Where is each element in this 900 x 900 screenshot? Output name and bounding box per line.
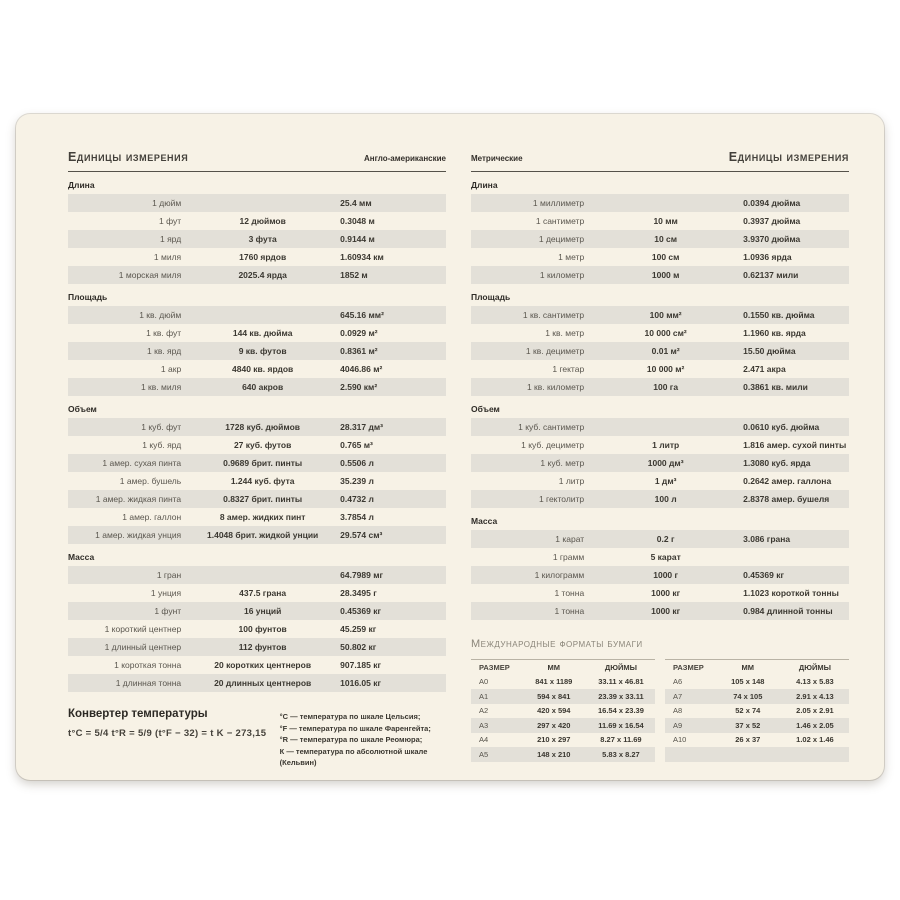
unit-cell: 5 карат bbox=[650, 552, 681, 562]
unit-row bbox=[471, 454, 849, 472]
paper-cell: 148 x 210 bbox=[537, 749, 571, 759]
unit-cell: 10 000 см² bbox=[644, 328, 687, 338]
unit-row bbox=[471, 230, 849, 248]
unit-cell: 2.590 км² bbox=[340, 382, 378, 392]
unit-row bbox=[68, 266, 446, 284]
unit-cell: 1 дециметр bbox=[538, 234, 585, 244]
unit-cell: 0.9144 м bbox=[340, 234, 375, 244]
unit-cell: 2025.4 ярда bbox=[238, 270, 287, 280]
unit-cell: 15.50 дюйма bbox=[743, 346, 796, 356]
unit-row bbox=[471, 266, 849, 284]
paper-cell: A1 bbox=[479, 691, 489, 701]
paper-header-row bbox=[471, 659, 655, 675]
unit-cell: 1 фут bbox=[159, 216, 182, 226]
unit-cell: 0.3937 дюйма bbox=[743, 216, 801, 226]
paper-cell: 841 x 1189 bbox=[535, 677, 573, 687]
paper-row bbox=[665, 718, 849, 733]
section-label: Объем bbox=[68, 404, 97, 414]
unit-cell: 10 000 м² bbox=[646, 364, 685, 374]
unit-cell: 0.01 м² bbox=[651, 346, 680, 356]
unit-row bbox=[471, 360, 849, 378]
unit-cell: 0.4732 л bbox=[340, 494, 374, 504]
paper-cell: 210 x 297 bbox=[537, 735, 571, 745]
unit-row bbox=[68, 342, 446, 360]
unit-cell: 0.3861 кв. мили bbox=[743, 382, 808, 392]
unit-cell: 100 га bbox=[653, 382, 679, 392]
unit-row bbox=[68, 656, 446, 674]
temperature-note: °F — температура по шкале Фаренгейта; bbox=[279, 723, 431, 733]
section-label: Длина bbox=[68, 180, 95, 190]
unit-row bbox=[68, 674, 446, 692]
unit-cell: 28.317 дм³ bbox=[340, 422, 384, 432]
unit-row bbox=[68, 620, 446, 638]
unit-cell: 1000 м bbox=[651, 270, 680, 280]
unit-cell: 1 кв. километр bbox=[526, 382, 585, 392]
unit-cell: 20 коротких центнеров bbox=[214, 660, 312, 670]
paper-cell: 420 x 594 bbox=[537, 706, 571, 716]
unit-cell: 100 см bbox=[651, 252, 680, 262]
paper-cell: 52 x 74 bbox=[735, 706, 761, 716]
paper-cell: 594 x 841 bbox=[537, 691, 571, 701]
unit-row bbox=[68, 436, 446, 454]
unit-table bbox=[471, 530, 849, 620]
unit-cell: 1.0936 ярда bbox=[743, 252, 792, 262]
unit-cell: 0.8361 м² bbox=[340, 346, 378, 356]
temperature-converter bbox=[68, 708, 446, 769]
paper-cell: 23.39 x 33.11 bbox=[598, 691, 644, 701]
unit-row bbox=[68, 378, 446, 396]
unit-row bbox=[471, 212, 849, 230]
unit-cell: 0.62137 мили bbox=[743, 270, 799, 280]
paper-cell: 105 x 148 bbox=[731, 677, 765, 687]
unit-cell: 3.086 грана bbox=[743, 534, 791, 544]
temperature-converter-title: Конвертер температуры bbox=[68, 708, 208, 720]
unit-cell: 1 карат bbox=[555, 534, 585, 544]
unit-table bbox=[68, 418, 446, 544]
unit-cell: 0.0610 куб. дюйма bbox=[743, 422, 820, 432]
unit-cell: 907.185 кг bbox=[340, 660, 382, 670]
unit-cell: 1.816 амер. сухой пинты bbox=[743, 440, 847, 450]
paper-row bbox=[471, 704, 655, 719]
unit-row bbox=[68, 230, 446, 248]
unit-row bbox=[68, 472, 446, 490]
unit-cell: 1 длинная тонна bbox=[115, 678, 182, 688]
unit-cell: 25.4 мм bbox=[340, 198, 372, 208]
unit-row bbox=[471, 324, 849, 342]
paper-row bbox=[665, 675, 849, 690]
page-title: Единицы измерения bbox=[728, 150, 849, 164]
unit-cell: 29.574 см³ bbox=[340, 530, 383, 540]
paper-cell: A9 bbox=[673, 720, 683, 730]
page-right bbox=[471, 114, 849, 780]
unit-cell: 20 длинных центнеров bbox=[214, 678, 312, 688]
unit-cell: 100 л bbox=[654, 494, 677, 504]
unit-cell: 1 гран bbox=[156, 570, 182, 580]
unit-cell: 437.5 грана bbox=[239, 588, 287, 598]
unit-cell: 1 миллиметр bbox=[532, 198, 585, 208]
unit-row bbox=[471, 530, 849, 548]
temperature-note: К — температура по абсолютной шкале (Кельвин) bbox=[279, 746, 428, 767]
unit-cell: 1 амер. галлон bbox=[122, 512, 182, 522]
unit-cell: 1 километр bbox=[539, 270, 585, 280]
paper-cell: 8.27 x 11.69 bbox=[600, 735, 642, 745]
unit-cell: 1 куб. метр bbox=[540, 458, 585, 468]
paper-cell: A8 bbox=[673, 706, 683, 716]
unit-cell: 1.1960 кв. ярда bbox=[743, 328, 806, 338]
unit-cell: 12 дюймов bbox=[239, 216, 286, 226]
section-label: Площадь bbox=[471, 292, 511, 302]
unit-cell: 640 акров bbox=[242, 382, 284, 392]
unit-cell: 35.239 л bbox=[340, 476, 374, 486]
unit-row bbox=[68, 638, 446, 656]
unit-cell: 64.7989 мг bbox=[340, 570, 384, 580]
unit-table bbox=[471, 194, 849, 284]
paper-cell: 297 x 420 bbox=[537, 720, 571, 730]
section-label: Масса bbox=[471, 516, 498, 526]
unit-cell: 8 амер. жидких пинт bbox=[219, 512, 306, 522]
unit-cell: 2.471 акра bbox=[743, 364, 786, 374]
unit-cell: 1 литр bbox=[652, 440, 680, 450]
unit-row bbox=[68, 194, 446, 212]
page-left-header bbox=[68, 150, 446, 172]
paper-cell: A10 bbox=[673, 735, 687, 745]
paper-row bbox=[471, 747, 655, 762]
unit-cell: 1 куб. ярд bbox=[142, 440, 182, 450]
temperature-note: °R — температура по шкале Реомюра; bbox=[279, 735, 423, 744]
unit-cell: 1 тонна bbox=[554, 588, 585, 598]
unit-cell: 0.0929 м² bbox=[340, 328, 378, 338]
unit-cell: 1 ярд bbox=[159, 234, 182, 244]
unit-cell: 9 кв. футов bbox=[238, 346, 287, 356]
unit-cell: 1760 ярдов bbox=[239, 252, 287, 262]
unit-cell: 1 куб. дециметр bbox=[521, 440, 585, 450]
paper-table-a0-a5 bbox=[471, 659, 655, 762]
unit-cell: 1 дюйм bbox=[152, 198, 182, 208]
unit-cell: 112 фунтов bbox=[238, 642, 287, 652]
unit-row bbox=[68, 584, 446, 602]
paper-cell: 1.02 x 1.46 bbox=[796, 735, 834, 745]
unit-cell: 0.2642 амер. галлона bbox=[743, 476, 832, 486]
temperature-note: °C — температура по шкале Цельсия; bbox=[279, 712, 421, 721]
unit-cell: 1 унция bbox=[150, 588, 182, 598]
unit-cell: 1.60934 км bbox=[340, 252, 384, 262]
paper-cell: 11.69 x 16.54 bbox=[598, 720, 644, 730]
unit-cell: 1.244 куб. фута bbox=[230, 476, 295, 486]
unit-cell: 4840 кв. ярдов bbox=[232, 364, 294, 374]
unit-cell: 1 грамм bbox=[552, 552, 585, 562]
unit-cell: 0.8327 брит. пинты bbox=[223, 494, 303, 504]
paper-cell: A2 bbox=[479, 706, 489, 716]
unit-cell: 1 куб. сантиметр bbox=[518, 422, 585, 432]
unit-cell: 1000 дм³ bbox=[647, 458, 684, 468]
paper-formats bbox=[471, 638, 849, 762]
unit-cell: 1 амер. жидкая унция bbox=[95, 530, 182, 540]
temperature-notes bbox=[280, 708, 446, 769]
unit-cell: 0.45369 кг bbox=[340, 606, 382, 616]
unit-cell: 1 кв. дециметр bbox=[525, 346, 585, 356]
paper-header-cell: ММ bbox=[547, 662, 561, 672]
unit-row bbox=[471, 472, 849, 490]
unit-cell: 1 метр bbox=[558, 252, 585, 262]
unit-cell: 1 литр bbox=[558, 476, 585, 486]
unit-cell: 0.9689 брит. пинты bbox=[223, 458, 303, 468]
unit-cell: 1 кв. сантиметр bbox=[522, 310, 585, 320]
unit-cell: 1 килограмм bbox=[534, 570, 585, 580]
unit-cell: 1 миля bbox=[153, 252, 182, 262]
unit-cell: 0.45369 кг bbox=[743, 570, 785, 580]
unit-cell: 144 кв. дюйма bbox=[232, 328, 293, 338]
paper-cell: 37 x 52 bbox=[735, 720, 761, 730]
unit-cell: 1 куб. фут bbox=[141, 422, 182, 432]
section-label: Площадь bbox=[68, 292, 108, 302]
paper-cell: A0 bbox=[479, 677, 489, 687]
notebook-spread bbox=[16, 114, 884, 780]
unit-cell: 1000 г bbox=[653, 570, 679, 580]
unit-row bbox=[471, 490, 849, 508]
unit-cell: 0.984 длинной тонны bbox=[743, 606, 833, 616]
unit-sections-right bbox=[471, 180, 849, 620]
unit-row bbox=[471, 306, 849, 324]
unit-cell: 0.5506 л bbox=[340, 458, 374, 468]
unit-row bbox=[471, 248, 849, 266]
unit-cell: 1000 кг bbox=[651, 588, 681, 598]
unit-cell: 2.8378 амер. бушеля bbox=[743, 494, 830, 504]
unit-cell: 1 короткая тонна bbox=[114, 660, 182, 670]
unit-row bbox=[471, 378, 849, 396]
unit-row bbox=[68, 490, 446, 508]
unit-cell: 1000 кг bbox=[651, 606, 681, 616]
unit-cell: 1 дм³ bbox=[654, 476, 677, 486]
unit-cell: 1 амер. сухая пинта bbox=[102, 458, 182, 468]
page-subtitle: Метрические bbox=[471, 154, 523, 163]
unit-row bbox=[471, 584, 849, 602]
unit-row bbox=[68, 454, 446, 472]
unit-row bbox=[68, 526, 446, 544]
section-label: Масса bbox=[68, 552, 95, 562]
unit-cell: 3.7854 л bbox=[340, 512, 374, 522]
paper-header-row bbox=[665, 659, 849, 675]
unit-cell: 1 амер. бушель bbox=[119, 476, 182, 486]
unit-cell: 28.3495 г bbox=[340, 588, 377, 598]
unit-row bbox=[68, 248, 446, 266]
unit-cell: 1.1023 короткой тонны bbox=[743, 588, 839, 598]
paper-cell: 74 x 105 bbox=[733, 691, 763, 701]
paper-cell: A3 bbox=[479, 720, 489, 730]
unit-table bbox=[471, 306, 849, 396]
unit-cell: 0.2 г bbox=[656, 534, 675, 544]
paper-formats-tables bbox=[471, 659, 849, 762]
unit-row bbox=[471, 342, 849, 360]
unit-cell: 1 кв. миля bbox=[140, 382, 182, 392]
paper-row bbox=[471, 718, 655, 733]
unit-cell: 4046.86 м² bbox=[340, 364, 383, 374]
paper-cell: A4 bbox=[479, 735, 489, 745]
paper-cell: 2.91 x 4.13 bbox=[796, 691, 834, 701]
unit-cell: 1852 м bbox=[340, 270, 368, 280]
unit-cell: 0.1550 кв. дюйма bbox=[743, 310, 815, 320]
paper-cell: 2.05 x 2.91 bbox=[796, 706, 834, 716]
paper-cell: 16.54 x 23.39 bbox=[598, 706, 644, 716]
paper-cell: 33.11 x 46.81 bbox=[598, 677, 644, 687]
unit-row bbox=[471, 548, 849, 566]
paper-cell: 4.13 x 5.83 bbox=[796, 677, 834, 687]
unit-row bbox=[68, 360, 446, 378]
paper-formats-title: Международные форматы бумаги bbox=[471, 638, 643, 650]
unit-cell: 10 мм bbox=[653, 216, 678, 226]
unit-cell: 100 фунтов bbox=[238, 624, 287, 634]
temperature-converter-left bbox=[68, 708, 280, 769]
paper-cell: A7 bbox=[673, 691, 683, 701]
unit-table bbox=[68, 194, 446, 284]
unit-cell: 0.3048 м bbox=[340, 216, 375, 226]
unit-row bbox=[68, 418, 446, 436]
paper-table-a6-a10 bbox=[665, 659, 849, 762]
paper-row-empty bbox=[665, 747, 849, 762]
paper-cell: A6 bbox=[673, 677, 683, 687]
unit-cell: 50.802 кг bbox=[340, 642, 377, 652]
unit-cell: 1 кв. дюйм bbox=[139, 310, 182, 320]
unit-cell: 3.9370 дюйма bbox=[743, 234, 801, 244]
unit-cell: 1 короткий центнер bbox=[104, 624, 182, 634]
unit-row bbox=[68, 306, 446, 324]
paper-cell: 5.83 x 8.27 bbox=[602, 749, 640, 759]
paper-cell: 1.46 x 2.05 bbox=[796, 720, 834, 730]
unit-row bbox=[68, 324, 446, 342]
paper-cell: 26 x 37 bbox=[735, 735, 761, 745]
page-right-header bbox=[471, 150, 849, 172]
page-left bbox=[68, 114, 446, 780]
unit-cell: 1 акр bbox=[160, 364, 182, 374]
paper-header-cell: ММ bbox=[741, 662, 755, 672]
unit-row bbox=[68, 602, 446, 620]
paper-header-cell: ДЮЙМЫ bbox=[604, 662, 637, 672]
unit-row bbox=[471, 194, 849, 212]
temperature-formula: t°C = 5/4 t°R = 5/9 (t°F − 32) = t K − 273,15 bbox=[68, 728, 267, 739]
unit-cell: 0.0394 дюйма bbox=[743, 198, 801, 208]
unit-cell: 45.259 кг bbox=[340, 624, 377, 634]
unit-cell: 100 мм² bbox=[649, 310, 682, 320]
unit-table bbox=[471, 418, 849, 508]
section-label: Длина bbox=[471, 180, 498, 190]
unit-table bbox=[68, 306, 446, 396]
unit-cell: 1 кв. фут bbox=[146, 328, 182, 338]
unit-row bbox=[471, 418, 849, 436]
unit-cell: 1 сантиметр bbox=[535, 216, 585, 226]
page-subtitle: Англо-американские bbox=[364, 154, 446, 163]
paper-row bbox=[665, 689, 849, 704]
unit-cell: 645.16 мм² bbox=[340, 310, 384, 320]
paper-cell: A5 bbox=[479, 749, 489, 759]
unit-cell: 3 фута bbox=[248, 234, 277, 244]
unit-cell: 16 унций bbox=[243, 606, 282, 616]
unit-cell: 1 фунт bbox=[154, 606, 182, 616]
unit-row bbox=[471, 436, 849, 454]
paper-row bbox=[471, 675, 655, 690]
unit-cell: 1 длинный центнер bbox=[104, 642, 182, 652]
unit-cell: 1 амер. жидкая пинта bbox=[95, 494, 182, 504]
unit-table bbox=[68, 566, 446, 692]
unit-cell: 1 гектолитр bbox=[538, 494, 585, 504]
unit-cell: 1.4048 брит. жидкой унции bbox=[207, 530, 319, 540]
paper-row bbox=[471, 689, 655, 704]
unit-row bbox=[471, 602, 849, 620]
unit-row bbox=[68, 508, 446, 526]
unit-row bbox=[68, 566, 446, 584]
unit-row bbox=[471, 566, 849, 584]
unit-cell: 1728 куб. дюймов bbox=[225, 422, 300, 432]
paper-header-cell: ДЮЙМЫ bbox=[798, 662, 831, 672]
unit-cell: 1 морская миля bbox=[118, 270, 182, 280]
unit-sections-left bbox=[68, 180, 446, 692]
page-title: Единицы измерения bbox=[68, 150, 189, 164]
paper-row bbox=[665, 704, 849, 719]
unit-cell: 1 кв. ярд bbox=[147, 346, 182, 356]
unit-cell: 1 тонна bbox=[554, 606, 585, 616]
paper-row bbox=[471, 733, 655, 748]
unit-cell: 10 см bbox=[654, 234, 678, 244]
paper-header-cell: РАЗМЕР bbox=[673, 662, 704, 672]
paper-header-cell: РАЗМЕР bbox=[479, 662, 510, 672]
unit-cell: 1 кв. метр bbox=[545, 328, 585, 338]
unit-cell: 1.3080 куб. ярда bbox=[743, 458, 811, 468]
unit-cell: 0.765 м³ bbox=[340, 440, 373, 450]
unit-row bbox=[68, 212, 446, 230]
unit-cell: 1 гектар bbox=[552, 364, 585, 374]
section-label: Объем bbox=[471, 404, 500, 414]
unit-cell: 1016.05 кг bbox=[340, 678, 382, 688]
paper-row bbox=[665, 733, 849, 748]
unit-cell: 27 куб. футов bbox=[233, 440, 292, 450]
